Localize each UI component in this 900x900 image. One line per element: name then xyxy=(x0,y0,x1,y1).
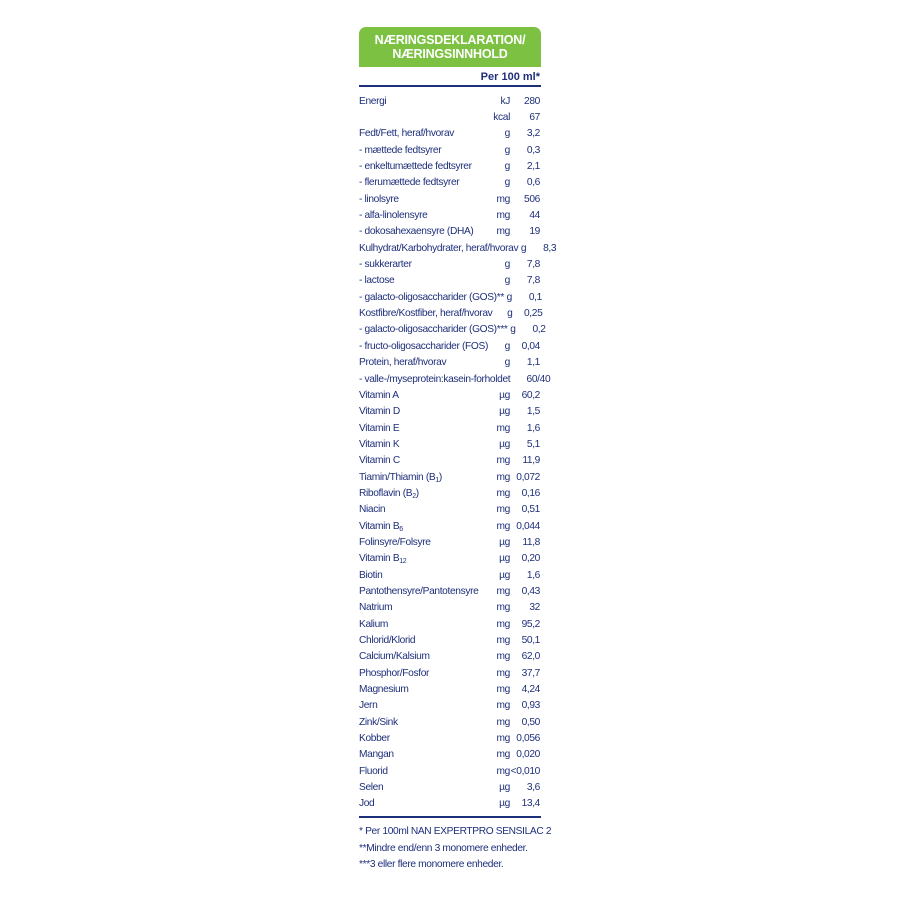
nutrient-name-text: Calcium/Kalsium xyxy=(359,651,430,663)
nutrient-unit: mg xyxy=(496,585,510,597)
nutrient-unit: mg xyxy=(496,455,510,467)
nutrient-unit: mg xyxy=(496,422,510,434)
table-row xyxy=(359,567,541,583)
nutrient-unit: µg xyxy=(499,782,510,794)
nutrient-name-text: Kobber xyxy=(359,733,390,745)
nutrient-name-text: - dokosahexaensyre (DHA) xyxy=(359,226,474,238)
nutrient-unit: mg xyxy=(496,210,510,222)
nutrient-value: 1,6 xyxy=(526,569,540,581)
nutrient-unit: mg xyxy=(496,520,510,532)
nutrient-name-text: Phosphor/Fosfor xyxy=(359,667,430,679)
nutrient-unit: kJ xyxy=(500,95,510,107)
nutrient-unit: g xyxy=(510,324,516,336)
nutrient-name-text: Vitamin B xyxy=(359,553,400,565)
nutrient-unit: g xyxy=(504,357,510,369)
nutrient-name-text: Kalium xyxy=(359,618,389,630)
table-row xyxy=(359,747,541,763)
nutrient-value: 60/40 xyxy=(526,373,551,385)
nutrient-unit: g xyxy=(504,259,510,271)
nutrition-header xyxy=(359,27,541,67)
table-row xyxy=(359,714,541,730)
nutrient-value: 0,51 xyxy=(521,504,540,516)
nutrient-name-text: - mættede fedtsyrer xyxy=(359,144,442,156)
nutrient-unit: mg xyxy=(496,602,510,614)
nutrition-panel xyxy=(359,27,557,874)
nutrient-name xyxy=(359,226,490,237)
nutrient-name xyxy=(359,161,490,172)
nutrient-subscript: 2 xyxy=(412,492,416,500)
table-row xyxy=(359,126,541,142)
table-row xyxy=(359,191,541,207)
nutrient-value: 0,25 xyxy=(523,308,543,320)
nutrient-name-text: - alfa-linolensyre xyxy=(359,210,428,222)
nutrient-name xyxy=(359,504,490,515)
table-row xyxy=(359,534,541,550)
nutrient-name xyxy=(359,439,490,450)
nutrient-name xyxy=(359,145,490,156)
nutrient-name-text: Selen xyxy=(359,782,384,794)
table-row xyxy=(359,469,541,485)
nutrient-value: 44 xyxy=(529,210,540,222)
nutrient-name xyxy=(359,96,490,107)
nutrient-value: 62,0 xyxy=(521,651,540,663)
nutrient-unit: g xyxy=(504,161,510,173)
table-row xyxy=(359,763,541,779)
nutrient-name xyxy=(359,733,490,744)
nutrient-name xyxy=(359,749,490,760)
nutrient-value: <0,010 xyxy=(510,765,540,777)
table-row xyxy=(359,273,541,289)
nutrient-unit: g xyxy=(506,291,512,303)
nutrient-unit: g xyxy=(504,275,510,287)
nutrient-name-text: Protein, heraf/hvorav xyxy=(359,357,447,369)
table-row xyxy=(359,649,541,665)
nutrient-unit: µg xyxy=(499,536,510,548)
table-row xyxy=(359,632,541,648)
nutrient-name xyxy=(359,341,490,352)
per-100ml-label xyxy=(359,69,541,87)
nutrient-unit: kcal xyxy=(493,112,510,124)
table-row xyxy=(359,387,541,403)
table-row xyxy=(359,485,541,501)
nutrient-name xyxy=(359,357,490,368)
table-row xyxy=(359,502,541,518)
nutrient-value: 280 xyxy=(524,95,540,107)
table-row xyxy=(359,240,557,256)
nutrient-name xyxy=(359,521,490,532)
nutrient-name-text: Zink/Sink xyxy=(359,716,398,728)
table-row xyxy=(359,224,541,240)
nutrient-name-text: Kostfibre/Kostfiber, heraf/hvorav xyxy=(359,308,493,320)
nutrient-value: 1,5 xyxy=(526,406,540,418)
nutrient-name-text: Magnesium xyxy=(359,684,409,696)
nutrient-value: 67 xyxy=(529,112,540,124)
bottom-divider xyxy=(359,816,541,818)
nutrient-value: 0,3 xyxy=(526,144,540,156)
nutrient-name-text: - lactose xyxy=(359,275,395,287)
nutrient-name-text: Biotin xyxy=(359,569,383,581)
nutrient-value: 7,8 xyxy=(526,275,540,287)
nutrient-unit: g xyxy=(507,308,513,320)
table-row xyxy=(359,436,541,452)
nutrient-name-text: Niacin xyxy=(359,504,386,516)
nutrient-name-text: Natrium xyxy=(359,602,393,614)
nutrient-unit: µg xyxy=(499,438,510,450)
nutrient-name-text: Jern xyxy=(359,700,378,712)
nutrient-unit: g xyxy=(520,242,527,254)
nutrient-name xyxy=(359,324,508,335)
nutrient-name-text: - enkeltumættede fedtsyrer xyxy=(359,161,472,173)
nutrient-name-suffix: ) xyxy=(438,471,442,483)
footnote: **Mindre end/enn 3 monomere enheder. xyxy=(359,842,528,854)
table-row xyxy=(359,158,541,174)
nutrient-name xyxy=(359,700,490,711)
table-row xyxy=(359,289,541,305)
nutrition-rows xyxy=(359,93,557,812)
table-row xyxy=(359,616,541,632)
table-row xyxy=(359,779,541,795)
nutrient-value: 11,9 xyxy=(522,455,540,467)
nutrient-name xyxy=(359,423,490,434)
nutrient-name xyxy=(359,635,490,646)
table-row xyxy=(359,322,546,338)
nutrient-name xyxy=(359,259,490,270)
nutrient-name-text: Mangan xyxy=(359,749,394,761)
nutrient-unit: mg xyxy=(496,667,510,679)
nutrient-name xyxy=(359,570,490,581)
nutrient-value: 0,04 xyxy=(521,340,540,352)
table-row xyxy=(359,551,541,567)
nutrient-unit: mg xyxy=(496,504,510,516)
nutrient-value: 0,50 xyxy=(521,716,540,728)
table-row xyxy=(359,681,541,697)
nutrient-name xyxy=(359,194,490,205)
nutrient-value: 3,2 xyxy=(526,128,540,140)
table-row xyxy=(359,207,541,223)
nutrient-name-text: - linolsyre xyxy=(359,193,399,205)
nutrient-value: 0,056 xyxy=(516,733,540,745)
table-row xyxy=(359,600,541,616)
nutrient-name-text: Vitamin B xyxy=(359,520,400,532)
nutrient-unit: mg xyxy=(496,618,510,630)
nutrient-name-suffix: ) xyxy=(415,487,419,499)
table-row xyxy=(359,256,541,272)
nutrient-name-text: - fructo-oligosaccharider (FOS) xyxy=(359,340,488,352)
nutrient-value: 3,6 xyxy=(526,782,540,794)
nutrient-name-text: Chlorid/Klorid xyxy=(359,635,416,647)
table-row xyxy=(359,371,551,387)
per-label: Per 100 ml* xyxy=(480,71,540,83)
table-row xyxy=(359,583,541,599)
nutrient-name xyxy=(359,668,490,679)
table-row xyxy=(359,355,541,371)
nutrient-name xyxy=(359,406,490,417)
nutrient-name-text: - flerumættede fedtsyrer xyxy=(359,177,460,189)
nutrient-value: 0,2 xyxy=(532,324,546,336)
nutrient-value: 1,6 xyxy=(526,422,540,434)
nutrient-value: 60,2 xyxy=(521,389,540,401)
nutrient-name-text: Tiamin/Thiamin (B xyxy=(359,471,436,483)
nutrient-name-text: Vitamin K xyxy=(359,438,400,450)
nutrient-value: 0,020 xyxy=(516,749,540,761)
nutrient-name-text: Jod xyxy=(359,798,375,810)
footnote: ***3 eller flere monomere enheder. xyxy=(359,859,504,871)
table-row xyxy=(359,175,541,191)
nutrient-unit: mg xyxy=(496,765,510,777)
nutrient-unit: mg xyxy=(496,684,510,696)
nutrient-name xyxy=(359,586,490,597)
nutrient-name-text: Fluorid xyxy=(359,765,388,777)
nutrient-value: 0,16 xyxy=(521,487,540,499)
nutrient-unit: µg xyxy=(499,798,510,810)
nutrient-name xyxy=(359,472,490,483)
nutrient-name xyxy=(359,553,490,564)
nutrient-name xyxy=(359,619,490,630)
nutrient-name-text: Vitamin C xyxy=(359,455,400,467)
table-row xyxy=(359,420,541,436)
nutrient-unit: mg xyxy=(496,193,510,205)
table-row xyxy=(359,338,541,354)
nutrient-name-text: Vitamin E xyxy=(359,422,400,434)
nutrient-value: 7,8 xyxy=(526,259,540,271)
nutrient-name xyxy=(359,275,490,286)
nutrient-value: 5,1 xyxy=(526,438,540,450)
nutrient-unit: g xyxy=(504,340,510,352)
nutrient-name xyxy=(359,651,490,662)
table-row xyxy=(359,305,541,321)
nutrient-unit: mg xyxy=(496,700,510,712)
nutrient-name xyxy=(359,488,490,499)
nutrient-unit: mg xyxy=(496,635,510,647)
nutrient-name xyxy=(359,602,490,613)
nutrient-value: 0,6 xyxy=(526,177,540,189)
nutrient-value: 32 xyxy=(529,602,540,614)
nutrient-name-text: - galacto-oligosaccharider (GOS)*** xyxy=(359,324,508,336)
nutrient-unit: mg xyxy=(496,733,510,745)
nutrient-name-text: Fedt/Fett, heraf/hvorav xyxy=(359,128,455,140)
table-row xyxy=(359,665,541,681)
nutrient-value: 8,3 xyxy=(543,242,557,254)
nutrient-name-text: - sukkerarter xyxy=(359,259,412,271)
table-row xyxy=(359,453,541,469)
nutrient-unit: µg xyxy=(499,569,510,581)
nutrient-unit: mg xyxy=(496,651,510,663)
nutrient-value: 95,2 xyxy=(521,618,540,630)
nutrient-value: 0,93 xyxy=(521,700,540,712)
nutrient-value: 11,8 xyxy=(522,536,540,548)
nutrient-unit: mg xyxy=(496,749,510,761)
nutrient-name xyxy=(359,537,490,548)
nutrient-name-text: Folinsyre/Folsyre xyxy=(359,536,431,548)
nutrient-name xyxy=(359,766,490,777)
nutrient-name xyxy=(359,455,490,466)
nutrient-name xyxy=(359,717,490,728)
nutrient-subscript: 1 xyxy=(435,476,439,484)
nutrient-value: 50,1 xyxy=(521,635,540,647)
nutrient-unit: mg xyxy=(496,487,510,499)
nutrient-value: 0,072 xyxy=(516,471,540,483)
nutrient-subscript: 6 xyxy=(399,525,403,533)
nutrient-name xyxy=(359,374,510,385)
nutrient-unit: g xyxy=(504,128,510,140)
nutrient-unit: µg xyxy=(499,389,510,401)
nutrient-value: 2,1 xyxy=(526,161,540,173)
nutrient-name xyxy=(359,390,490,401)
table-row xyxy=(359,698,541,714)
nutrient-value: 0,1 xyxy=(528,291,542,303)
nutrient-value: 1,1 xyxy=(526,357,540,369)
header-title-line1: NÆRINGSDEKLARATION/ xyxy=(374,33,526,47)
nutrient-unit: g xyxy=(504,177,510,189)
header-title-line2: NÆRINGSINNHOLD xyxy=(392,47,508,61)
nutrient-unit: mg xyxy=(496,716,510,728)
nutrient-name xyxy=(359,308,492,319)
table-row xyxy=(359,109,541,125)
footnotes xyxy=(359,824,552,874)
nutrient-name-text: Kulhydrat/Karbohydrater, heraf/hvorav xyxy=(359,242,519,254)
nutrient-name xyxy=(359,782,490,793)
nutrient-name-text: Energi xyxy=(359,95,387,107)
nutrient-name xyxy=(359,292,504,303)
table-row xyxy=(359,796,541,812)
nutrient-unit: mg xyxy=(496,226,510,238)
nutrient-subscript: 12 xyxy=(399,558,407,566)
nutrient-name xyxy=(359,128,490,139)
nutrient-value: 0,43 xyxy=(521,585,540,597)
nutrient-value: 0,20 xyxy=(521,553,540,565)
nutrient-unit: µg xyxy=(499,553,510,565)
nutrient-name-text: Vitamin A xyxy=(359,389,399,401)
nutrient-value: 506 xyxy=(524,193,540,205)
footnote: * Per 100ml NAN EXPERTPRO SENSILAC 2 xyxy=(359,826,552,838)
nutrient-name xyxy=(359,210,490,221)
nutrient-value: 19 xyxy=(529,226,540,238)
nutrient-name-text: - valle-/myseprotein:kasein-forholdet xyxy=(359,373,511,385)
nutrient-name-text: Pantothensyre/Pantotensyre xyxy=(359,585,479,597)
nutrient-name xyxy=(359,243,518,254)
nutrient-value: 13,4 xyxy=(521,798,540,810)
nutrient-unit: g xyxy=(504,144,510,156)
table-row xyxy=(359,142,541,158)
nutrient-unit: mg xyxy=(496,471,510,483)
nutrient-name xyxy=(359,684,490,695)
nutrient-value: 4,24 xyxy=(521,684,540,696)
nutrient-name-text: - galacto-oligosaccharider (GOS)** xyxy=(359,291,504,303)
table-row xyxy=(359,93,541,109)
nutrient-value: 37,7 xyxy=(521,667,540,679)
nutrient-name xyxy=(359,177,490,188)
nutrient-name xyxy=(359,798,490,809)
table-row xyxy=(359,404,541,420)
nutrient-name-text: Vitamin D xyxy=(359,406,400,418)
table-row xyxy=(359,518,541,534)
nutrient-unit: µg xyxy=(499,406,510,418)
nutrient-value: 0,044 xyxy=(516,520,540,532)
table-row xyxy=(359,730,541,746)
nutrient-name-text: Riboflavin (B xyxy=(359,487,413,499)
